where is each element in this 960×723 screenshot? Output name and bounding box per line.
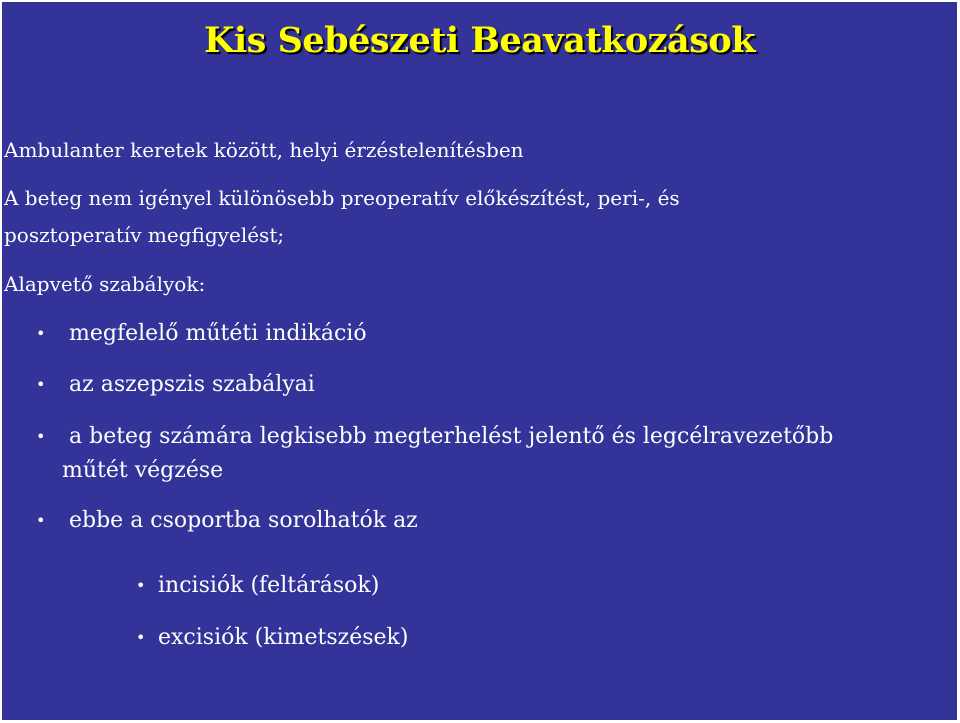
sub-bullet-text: excisiók (kimetszések) bbox=[158, 625, 409, 650]
bullet-text-continuation: műtét végzése bbox=[62, 458, 224, 483]
bullet-text: ebbe a csoportba sorolhatók az bbox=[69, 508, 418, 533]
intro-line-2: A beteg nem igényel különösebb preoperatív előkészítést, peri-, és bbox=[4, 186, 680, 210]
slide-title: Kis Sebészeti Beavatkozások bbox=[203, 20, 756, 61]
rules-heading: Alapvető szabályok: bbox=[4, 272, 206, 296]
slide bbox=[2, 2, 957, 720]
bullet-dot-icon: • bbox=[36, 375, 46, 394]
intro-line-2-continued: posztoperatív megfigyelést; bbox=[4, 223, 285, 247]
bullet-dot-icon: • bbox=[136, 628, 146, 647]
intro-line-1: Ambulanter keretek között, helyi érzéstelenítésben bbox=[4, 138, 524, 162]
bullet-dot-icon: • bbox=[36, 324, 46, 343]
bullet-dot-icon: • bbox=[136, 576, 146, 595]
bullet-dot-icon: • bbox=[36, 511, 46, 530]
bullet-text: megfelelő műtéti indikáció bbox=[69, 321, 367, 346]
sub-bullet-text: incisiók (feltárások) bbox=[158, 573, 380, 598]
bullet-text: a beteg számára legkisebb megterhelést jelentő és legcélravezetőbb bbox=[69, 424, 834, 449]
bullet-dot-icon: • bbox=[36, 427, 46, 446]
bullet-text: az aszepszis szabályai bbox=[69, 372, 315, 397]
